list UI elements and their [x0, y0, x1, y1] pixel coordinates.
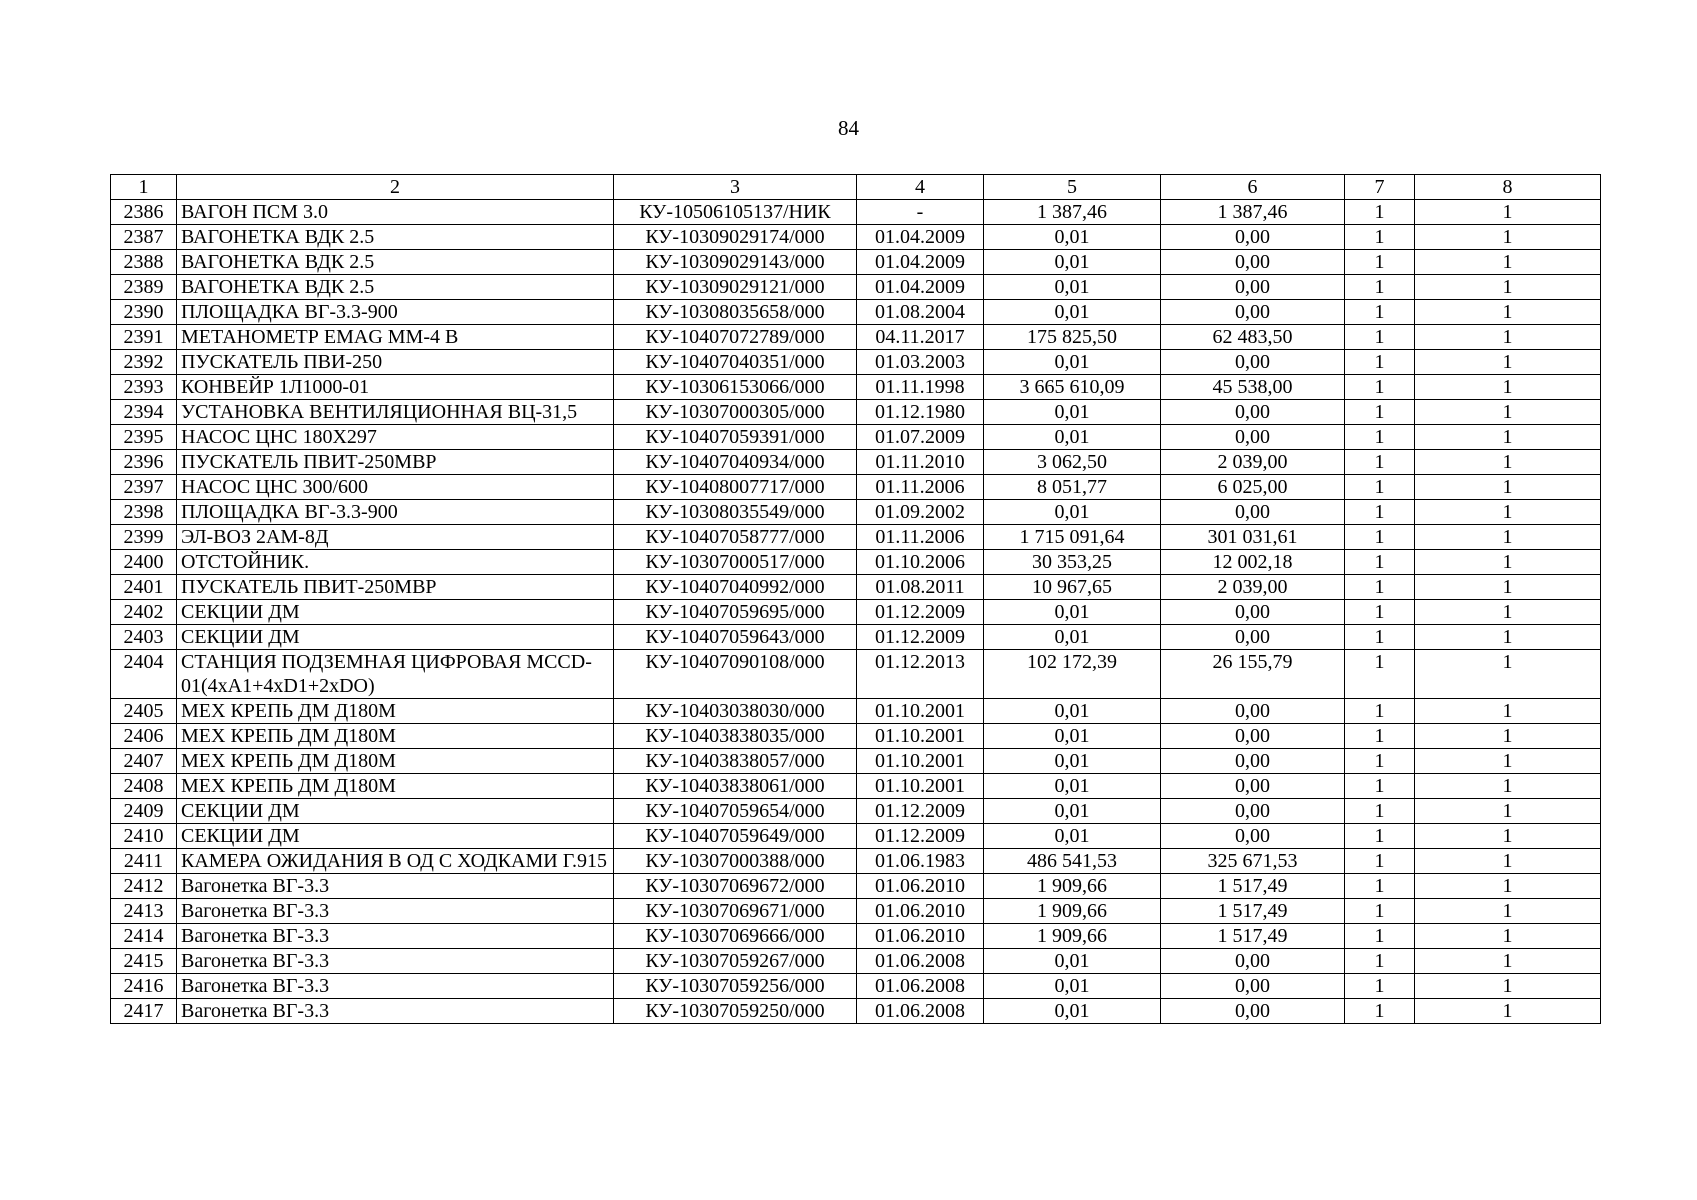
- cell-date: 01.10.2001: [857, 724, 984, 749]
- cell-date: 01.06.2008: [857, 949, 984, 974]
- cell-date: 01.04.2009: [857, 250, 984, 275]
- table-row: [111, 625, 1601, 650]
- cell-quantity-col7: 1: [1345, 849, 1415, 874]
- cell-row-number: 2406: [111, 724, 177, 749]
- cell-inventory-code: КУ-10309029121/000: [614, 275, 857, 300]
- cell-item-name: СЕКЦИИ ДМ: [177, 600, 614, 625]
- cell-quantity-col7: 1: [1345, 824, 1415, 849]
- cell-quantity-col8: 1: [1415, 200, 1601, 225]
- cell-quantity-col7: 1: [1345, 749, 1415, 774]
- cell-inventory-code: КУ-10506105137/НИК: [614, 200, 857, 225]
- cell-inventory-code: КУ-10403838061/000: [614, 774, 857, 799]
- cell-quantity-col8: 1: [1415, 350, 1601, 375]
- cell-row-number: 2393: [111, 375, 177, 400]
- header-cell-item-name: 2: [177, 175, 614, 200]
- cell-quantity-col8: 1: [1415, 575, 1601, 600]
- cell-quantity-col7: 1: [1345, 325, 1415, 350]
- cell-item-name: ВАГОНЕТКА ВДК 2.5: [177, 250, 614, 275]
- cell-date: 01.12.2013: [857, 650, 984, 699]
- cell-date: 04.11.2017: [857, 325, 984, 350]
- cell-quantity-col7: 1: [1345, 699, 1415, 724]
- cell-item-name: КАМЕРА ОЖИДАНИЯ В ОД С ХОДКАМИ Г.915: [177, 849, 614, 874]
- cell-date: 01.08.2004: [857, 300, 984, 325]
- cell-value-residual: 0,00: [1161, 625, 1345, 650]
- cell-value-initial: 0,01: [984, 699, 1161, 724]
- cell-quantity-col7: 1: [1345, 974, 1415, 999]
- cell-value-residual: 0,00: [1161, 699, 1345, 724]
- cell-item-name: МЕХ КРЕПЬ ДМ Д180М: [177, 774, 614, 799]
- table-row: [111, 525, 1601, 550]
- cell-row-number: 2409: [111, 799, 177, 824]
- cell-value-initial: 0,01: [984, 774, 1161, 799]
- cell-quantity-col8: 1: [1415, 924, 1601, 949]
- cell-date: 01.12.1980: [857, 400, 984, 425]
- cell-inventory-code: КУ-10407059391/000: [614, 425, 857, 450]
- cell-value-initial: 0,01: [984, 949, 1161, 974]
- cell-row-number: 2410: [111, 824, 177, 849]
- table-row: [111, 475, 1601, 500]
- cell-item-name: ОТСТОЙНИК.: [177, 550, 614, 575]
- cell-date: 01.06.2010: [857, 899, 984, 924]
- cell-quantity-col8: 1: [1415, 375, 1601, 400]
- cell-item-name: СЕКЦИИ ДМ: [177, 824, 614, 849]
- cell-value-initial: 0,01: [984, 250, 1161, 275]
- cell-value-residual: 1 517,49: [1161, 874, 1345, 899]
- cell-value-residual: 0,00: [1161, 999, 1345, 1024]
- cell-row-number: 2403: [111, 625, 177, 650]
- cell-quantity-col7: 1: [1345, 575, 1415, 600]
- cell-quantity-col8: 1: [1415, 849, 1601, 874]
- cell-quantity-col8: 1: [1415, 600, 1601, 625]
- cell-value-residual: 0,00: [1161, 600, 1345, 625]
- cell-inventory-code: КУ-10307069672/000: [614, 874, 857, 899]
- cell-date: 01.09.2002: [857, 500, 984, 525]
- cell-quantity-col8: 1: [1415, 824, 1601, 849]
- table-row: [111, 275, 1601, 300]
- cell-inventory-code: КУ-10307000517/000: [614, 550, 857, 575]
- cell-row-number: 2387: [111, 225, 177, 250]
- cell-row-number: 2413: [111, 899, 177, 924]
- cell-value-residual: 26 155,79: [1161, 650, 1345, 699]
- cell-quantity-col8: 1: [1415, 300, 1601, 325]
- table-row: [111, 749, 1601, 774]
- cell-date: 01.11.2010: [857, 450, 984, 475]
- cell-value-residual: 0,00: [1161, 400, 1345, 425]
- cell-date: 01.04.2009: [857, 275, 984, 300]
- table-row: [111, 300, 1601, 325]
- inventory-table: [110, 174, 1601, 1024]
- table-row: [111, 500, 1601, 525]
- cell-quantity-col7: 1: [1345, 475, 1415, 500]
- cell-date: 01.06.2010: [857, 874, 984, 899]
- cell-row-number: 2388: [111, 250, 177, 275]
- cell-row-number: 2417: [111, 999, 177, 1024]
- cell-date: 01.06.2008: [857, 974, 984, 999]
- cell-quantity-col7: 1: [1345, 450, 1415, 475]
- header-cell-inventory-code: 3: [614, 175, 857, 200]
- cell-value-initial: 0,01: [984, 625, 1161, 650]
- table-row: [111, 799, 1601, 824]
- cell-date: 01.06.2008: [857, 999, 984, 1024]
- cell-date: 01.03.2003: [857, 350, 984, 375]
- cell-quantity-col8: 1: [1415, 999, 1601, 1024]
- cell-date: 01.12.2009: [857, 799, 984, 824]
- cell-quantity-col8: 1: [1415, 774, 1601, 799]
- cell-item-name: СЕКЦИИ ДМ: [177, 625, 614, 650]
- cell-date: 01.10.2001: [857, 699, 984, 724]
- cell-item-name: Вагонетка ВГ-3.3: [177, 899, 614, 924]
- cell-quantity-col7: 1: [1345, 774, 1415, 799]
- cell-row-number: 2397: [111, 475, 177, 500]
- table-row: [111, 325, 1601, 350]
- cell-date: 01.10.2001: [857, 749, 984, 774]
- cell-row-number: 2391: [111, 325, 177, 350]
- cell-quantity-col7: 1: [1345, 350, 1415, 375]
- table-row: [111, 874, 1601, 899]
- cell-quantity-col7: 1: [1345, 650, 1415, 699]
- cell-value-residual: 12 002,18: [1161, 550, 1345, 575]
- cell-item-name: МЕХ КРЕПЬ ДМ Д180М: [177, 749, 614, 774]
- cell-row-number: 2402: [111, 600, 177, 625]
- table-row: [111, 600, 1601, 625]
- cell-value-initial: 0,01: [984, 350, 1161, 375]
- cell-value-initial: 102 172,39: [984, 650, 1161, 699]
- table-row: [111, 450, 1601, 475]
- cell-item-name: НАСОС ЦНС 300/600: [177, 475, 614, 500]
- cell-row-number: 2386: [111, 200, 177, 225]
- cell-quantity-col8: 1: [1415, 325, 1601, 350]
- cell-row-number: 2398: [111, 500, 177, 525]
- cell-row-number: 2395: [111, 425, 177, 450]
- cell-item-name: КОНВЕЙР 1Л1000-01: [177, 375, 614, 400]
- cell-value-initial: 1 387,46: [984, 200, 1161, 225]
- cell-quantity-col8: 1: [1415, 874, 1601, 899]
- cell-quantity-col7: 1: [1345, 949, 1415, 974]
- cell-value-residual: 0,00: [1161, 275, 1345, 300]
- cell-row-number: 2411: [111, 849, 177, 874]
- cell-value-residual: 325 671,53: [1161, 849, 1345, 874]
- cell-row-number: 2399: [111, 525, 177, 550]
- cell-item-name: Вагонетка ВГ-3.3: [177, 974, 614, 999]
- cell-quantity-col7: 1: [1345, 625, 1415, 650]
- cell-inventory-code: КУ-10403038030/000: [614, 699, 857, 724]
- cell-value-initial: 0,01: [984, 824, 1161, 849]
- table-row: [111, 350, 1601, 375]
- cell-quantity-col7: 1: [1345, 874, 1415, 899]
- cell-value-residual: 1 387,46: [1161, 200, 1345, 225]
- cell-value-initial: 10 967,65: [984, 575, 1161, 600]
- cell-date: 01.11.2006: [857, 475, 984, 500]
- cell-inventory-code: КУ-10407059643/000: [614, 625, 857, 650]
- cell-value-residual: 0,00: [1161, 350, 1345, 375]
- cell-value-residual: 0,00: [1161, 774, 1345, 799]
- cell-item-name: ПУСКАТЕЛЬ ПВИ-250: [177, 350, 614, 375]
- cell-value-initial: 0,01: [984, 275, 1161, 300]
- header-cell-value-residual: 6: [1161, 175, 1345, 200]
- table-row: [111, 974, 1601, 999]
- cell-value-initial: 0,01: [984, 425, 1161, 450]
- cell-quantity-col7: 1: [1345, 724, 1415, 749]
- cell-quantity-col8: 1: [1415, 899, 1601, 924]
- cell-item-name: ПУСКАТЕЛЬ ПВИТ-250МВР: [177, 450, 614, 475]
- cell-quantity-col7: 1: [1345, 275, 1415, 300]
- cell-date: 01.04.2009: [857, 225, 984, 250]
- cell-quantity-col8: 1: [1415, 550, 1601, 575]
- cell-row-number: 2407: [111, 749, 177, 774]
- cell-value-residual: 1 517,49: [1161, 899, 1345, 924]
- cell-value-residual: 0,00: [1161, 799, 1345, 824]
- cell-quantity-col7: 1: [1345, 200, 1415, 225]
- cell-value-initial: 0,01: [984, 225, 1161, 250]
- cell-value-residual: 1 517,49: [1161, 924, 1345, 949]
- cell-value-residual: 0,00: [1161, 300, 1345, 325]
- cell-inventory-code: КУ-10408007717/000: [614, 475, 857, 500]
- table-row: [111, 375, 1601, 400]
- cell-value-initial: 0,01: [984, 724, 1161, 749]
- cell-value-residual: 0,00: [1161, 500, 1345, 525]
- table-row: [111, 999, 1601, 1024]
- cell-inventory-code: КУ-10407059649/000: [614, 824, 857, 849]
- cell-quantity-col7: 1: [1345, 999, 1415, 1024]
- cell-inventory-code: КУ-10403838057/000: [614, 749, 857, 774]
- cell-value-residual: 0,00: [1161, 225, 1345, 250]
- table-row: [111, 225, 1601, 250]
- table-row: [111, 824, 1601, 849]
- cell-value-residual: 45 538,00: [1161, 375, 1345, 400]
- cell-quantity-col7: 1: [1345, 225, 1415, 250]
- cell-quantity-col7: 1: [1345, 425, 1415, 450]
- cell-row-number: 2396: [111, 450, 177, 475]
- cell-date: 01.10.2001: [857, 774, 984, 799]
- table-header-row: [111, 175, 1601, 200]
- cell-inventory-code: КУ-10308035658/000: [614, 300, 857, 325]
- cell-item-name: ПЛОЩАДКА ВГ-3.3-900: [177, 500, 614, 525]
- cell-value-initial: 0,01: [984, 799, 1161, 824]
- cell-inventory-code: КУ-10309029174/000: [614, 225, 857, 250]
- cell-inventory-code: КУ-10407040351/000: [614, 350, 857, 375]
- cell-inventory-code: КУ-10306153066/000: [614, 375, 857, 400]
- cell-quantity-col8: 1: [1415, 749, 1601, 774]
- cell-item-name: ВАГОНЕТКА ВДК 2.5: [177, 225, 614, 250]
- cell-row-number: 2404: [111, 650, 177, 699]
- cell-value-initial: 0,01: [984, 999, 1161, 1024]
- cell-quantity-col8: 1: [1415, 450, 1601, 475]
- cell-value-residual: 2 039,00: [1161, 450, 1345, 475]
- table-row: [111, 949, 1601, 974]
- cell-quantity-col7: 1: [1345, 600, 1415, 625]
- cell-value-initial: 0,01: [984, 749, 1161, 774]
- table-row: [111, 699, 1601, 724]
- cell-inventory-code: КУ-10407058777/000: [614, 525, 857, 550]
- cell-quantity-col8: 1: [1415, 250, 1601, 275]
- cell-inventory-code: КУ-10407090108/000: [614, 650, 857, 699]
- cell-inventory-code: КУ-10308035549/000: [614, 500, 857, 525]
- cell-item-name: ЭЛ-ВОЗ 2АМ-8Д: [177, 525, 614, 550]
- cell-value-residual: 2 039,00: [1161, 575, 1345, 600]
- cell-item-name: НАСОС ЦНС 180Х297: [177, 425, 614, 450]
- cell-value-residual: 0,00: [1161, 425, 1345, 450]
- cell-value-initial: 0,01: [984, 400, 1161, 425]
- cell-value-initial: 0,01: [984, 300, 1161, 325]
- cell-item-name: МЕХ КРЕПЬ ДМ Д180М: [177, 699, 614, 724]
- cell-value-initial: 175 825,50: [984, 325, 1161, 350]
- cell-inventory-code: КУ-10307059256/000: [614, 974, 857, 999]
- cell-item-name: СТАНЦИЯ ПОДЗЕМНАЯ ЦИФРОВАЯ MCCD-01(4xA1+4xD1+2xDO): [177, 650, 614, 699]
- cell-item-name: Вагонетка ВГ-3.3: [177, 924, 614, 949]
- cell-row-number: 2408: [111, 774, 177, 799]
- cell-date: 01.06.1983: [857, 849, 984, 874]
- cell-row-number: 2416: [111, 974, 177, 999]
- cell-quantity-col7: 1: [1345, 550, 1415, 575]
- cell-row-number: 2414: [111, 924, 177, 949]
- cell-quantity-col7: 1: [1345, 375, 1415, 400]
- cell-item-name: Вагонетка ВГ-3.3: [177, 949, 614, 974]
- cell-quantity-col8: 1: [1415, 500, 1601, 525]
- cell-value-initial: 3 665 610,09: [984, 375, 1161, 400]
- cell-quantity-col8: 1: [1415, 525, 1601, 550]
- cell-value-initial: 1 909,66: [984, 899, 1161, 924]
- cell-inventory-code: КУ-10307000388/000: [614, 849, 857, 874]
- cell-inventory-code: КУ-10307069666/000: [614, 924, 857, 949]
- cell-value-residual: 6 025,00: [1161, 475, 1345, 500]
- cell-date: 01.11.1998: [857, 375, 984, 400]
- table-row: [111, 200, 1601, 225]
- cell-date: 01.06.2010: [857, 924, 984, 949]
- cell-value-residual: 0,00: [1161, 724, 1345, 749]
- cell-date: 01.12.2009: [857, 625, 984, 650]
- cell-item-name: МЕТАНОМЕТР EMAG MM-4 B: [177, 325, 614, 350]
- table-row: [111, 250, 1601, 275]
- cell-value-residual: 0,00: [1161, 949, 1345, 974]
- cell-date: -: [857, 200, 984, 225]
- cell-quantity-col8: 1: [1415, 974, 1601, 999]
- cell-item-name: Вагонетка ВГ-3.3: [177, 999, 614, 1024]
- cell-value-initial: 0,01: [984, 500, 1161, 525]
- cell-quantity-col7: 1: [1345, 799, 1415, 824]
- cell-quantity-col8: 1: [1415, 650, 1601, 699]
- cell-row-number: 2392: [111, 350, 177, 375]
- cell-value-initial: 1 715 091,64: [984, 525, 1161, 550]
- cell-inventory-code: КУ-10307000305/000: [614, 400, 857, 425]
- cell-value-residual: 0,00: [1161, 974, 1345, 999]
- cell-inventory-code: КУ-10407040992/000: [614, 575, 857, 600]
- cell-value-initial: 1 909,66: [984, 924, 1161, 949]
- cell-value-initial: 3 062,50: [984, 450, 1161, 475]
- table-row: [111, 899, 1601, 924]
- cell-row-number: 2412: [111, 874, 177, 899]
- cell-quantity-col8: 1: [1415, 699, 1601, 724]
- cell-row-number: 2394: [111, 400, 177, 425]
- table-row: [111, 575, 1601, 600]
- cell-row-number: 2390: [111, 300, 177, 325]
- cell-date: 01.10.2006: [857, 550, 984, 575]
- cell-value-residual: 301 031,61: [1161, 525, 1345, 550]
- header-cell-row-number: 1: [111, 175, 177, 200]
- cell-quantity-col8: 1: [1415, 400, 1601, 425]
- cell-quantity-col8: 1: [1415, 425, 1601, 450]
- table-row: [111, 400, 1601, 425]
- cell-row-number: 2415: [111, 949, 177, 974]
- cell-quantity-col8: 1: [1415, 949, 1601, 974]
- cell-inventory-code: КУ-10307069671/000: [614, 899, 857, 924]
- cell-inventory-code: КУ-10307059267/000: [614, 949, 857, 974]
- cell-inventory-code: КУ-10407072789/000: [614, 325, 857, 350]
- cell-quantity-col8: 1: [1415, 275, 1601, 300]
- cell-value-initial: 1 909,66: [984, 874, 1161, 899]
- cell-value-residual: 62 483,50: [1161, 325, 1345, 350]
- table-row: [111, 650, 1601, 699]
- cell-item-name: ВАГОНЕТКА ВДК 2.5: [177, 275, 614, 300]
- cell-value-initial: 486 541,53: [984, 849, 1161, 874]
- cell-value-residual: 0,00: [1161, 250, 1345, 275]
- cell-date: 01.07.2009: [857, 425, 984, 450]
- header-cell-value-initial: 5: [984, 175, 1161, 200]
- cell-item-name: Вагонетка ВГ-3.3: [177, 874, 614, 899]
- cell-date: 01.08.2011: [857, 575, 984, 600]
- cell-quantity-col8: 1: [1415, 724, 1601, 749]
- cell-item-name: МЕХ КРЕПЬ ДМ Д180М: [177, 724, 614, 749]
- cell-quantity-col8: 1: [1415, 799, 1601, 824]
- cell-quantity-col7: 1: [1345, 300, 1415, 325]
- table-row: [111, 924, 1601, 949]
- cell-date: 01.11.2006: [857, 525, 984, 550]
- cell-row-number: 2389: [111, 275, 177, 300]
- cell-item-name: УСТАНОВКА ВЕНТИЛЯЦИОННАЯ ВЦ-31,5: [177, 400, 614, 425]
- cell-quantity-col7: 1: [1345, 500, 1415, 525]
- cell-row-number: 2400: [111, 550, 177, 575]
- cell-item-name: ПУСКАТЕЛЬ ПВИТ-250МВР: [177, 575, 614, 600]
- cell-quantity-col7: 1: [1345, 250, 1415, 275]
- cell-value-initial: 0,01: [984, 974, 1161, 999]
- cell-item-name: ПЛОЩАДКА ВГ-3.3-900: [177, 300, 614, 325]
- cell-inventory-code: КУ-10309029143/000: [614, 250, 857, 275]
- header-cell-date: 4: [857, 175, 984, 200]
- cell-value-residual: 0,00: [1161, 749, 1345, 774]
- cell-quantity-col7: 1: [1345, 899, 1415, 924]
- cell-value-initial: 8 051,77: [984, 475, 1161, 500]
- table-row: [111, 550, 1601, 575]
- cell-quantity-col8: 1: [1415, 475, 1601, 500]
- cell-quantity-col8: 1: [1415, 625, 1601, 650]
- header-cell-quantity-col7: 7: [1345, 175, 1415, 200]
- cell-date: 01.12.2009: [857, 824, 984, 849]
- table-row: [111, 774, 1601, 799]
- cell-quantity-col7: 1: [1345, 400, 1415, 425]
- cell-quantity-col7: 1: [1345, 525, 1415, 550]
- cell-item-name: ВАГОН ПСМ 3.0: [177, 200, 614, 225]
- cell-inventory-code: КУ-10407040934/000: [614, 450, 857, 475]
- cell-inventory-code: КУ-10407059695/000: [614, 600, 857, 625]
- cell-date: 01.12.2009: [857, 600, 984, 625]
- cell-value-initial: 30 353,25: [984, 550, 1161, 575]
- cell-quantity-col8: 1: [1415, 225, 1601, 250]
- cell-value-residual: 0,00: [1161, 824, 1345, 849]
- page-number: 84: [838, 116, 859, 140]
- cell-inventory-code: КУ-10403838035/000: [614, 724, 857, 749]
- table-row: [111, 724, 1601, 749]
- cell-item-name: СЕКЦИИ ДМ: [177, 799, 614, 824]
- cell-row-number: 2401: [111, 575, 177, 600]
- cell-inventory-code: КУ-10407059654/000: [614, 799, 857, 824]
- table-row: [111, 849, 1601, 874]
- header-cell-quantity-col8: 8: [1415, 175, 1601, 200]
- cell-value-initial: 0,01: [984, 600, 1161, 625]
- cell-row-number: 2405: [111, 699, 177, 724]
- table-row: [111, 425, 1601, 450]
- cell-inventory-code: КУ-10307059250/000: [614, 999, 857, 1024]
- cell-quantity-col7: 1: [1345, 924, 1415, 949]
